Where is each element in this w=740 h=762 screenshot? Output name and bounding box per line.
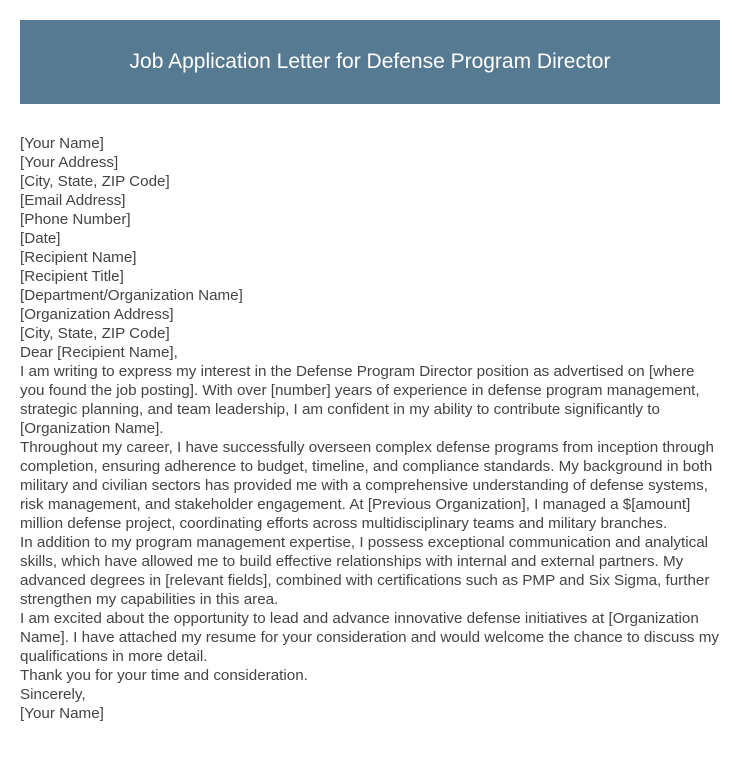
recipient-title: [Recipient Title] [20,268,124,285]
sender-name: [Your Name] [20,135,104,152]
closing: Sincerely, [20,686,86,703]
paragraph-experience: Throughout my career, I have successfully overseen complex defense programs from inception through completion, ensuring adherence to budget, timeline, and compliance standards. My background in both military and civilian sectors has provided me with a comprehensive understanding of defense systems, risk management, and stakeholder engagement. At [Previous Organization], I managed a $[amount] million defense project, coordinating efforts across multidisciplinary teams and military branches. [20,439,714,532]
salutation: Dear [Recipient Name], [20,344,178,361]
page-header [20,20,720,104]
paragraph-skills: In addition to my program management expertise, I possess exceptional communication and analytical skills, which have allowed me to build effective relationships with internal and external partners. My advanced degrees in [relevant fields], combined with certifications such as PMP and Six Sigma, further strengthen my capabilities in this area. [20,534,710,608]
sender-address: [Your Address] [20,154,119,171]
sender-email: [Email Address] [20,192,126,209]
sender-block [20,134,720,248]
paragraph-closing-interest: I am excited about the opportunity to lead and advance innovative defense initiatives at [Organization Name]. I have attached my resume for your consideration and would welcome the chance to discuss my qualifications in more detail. [20,610,719,665]
recipient-address: [Organization Address] [20,306,174,323]
recipient-name: [Recipient Name] [20,249,137,266]
recipient-block [20,248,720,343]
sender-phone: [Phone Number] [20,211,131,228]
paragraph-intro: I am writing to express my interest in the Defense Program Director position as advertised on [where you found the job posting]. With over [number] years of experience in defense program management, strategic planning, and team leadership, I am confident in my ability to contribute significantly to [Organization Name]. [20,363,700,437]
page-title: Job Application Letter for Defense Program Director [129,50,611,73]
sender-city-state-zip: [City, State, ZIP Code] [20,173,170,190]
recipient-department: [Department/Organization Name] [20,287,243,304]
letter-date: [Date] [20,230,61,247]
recipient-city-state-zip: [City, State, ZIP Code] [20,325,170,342]
letter-body [20,134,720,723]
signature: [Your Name] [20,705,104,722]
paragraph-thanks: Thank you for your time and consideration. [20,667,308,684]
